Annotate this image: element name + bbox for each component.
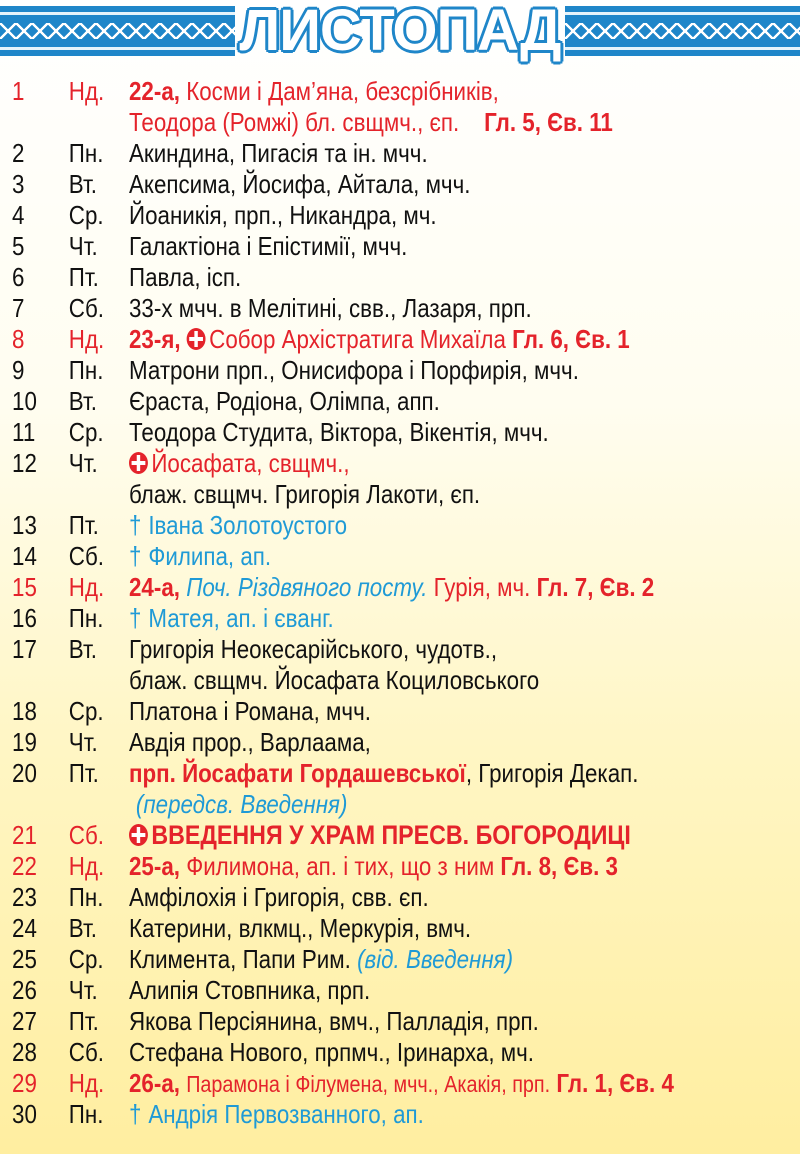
weekday: Сб. [68, 820, 104, 850]
day-number: 30 [12, 1099, 37, 1129]
saints-text: Григорія Неокесарійського, чудотв., [129, 634, 498, 664]
day-text [129, 1099, 424, 1130]
day-text [129, 758, 638, 789]
saints-text: 33-х мчч. в Мелітині, свв., Лазаря, прп. [129, 293, 532, 323]
saints-text: Йоаникія, прп., Никандра, мч. [129, 200, 437, 230]
calendar-row [0, 1037, 800, 1068]
calendar-row [0, 355, 800, 386]
weekday: Нд. [68, 572, 105, 602]
saints-text: Парамона і Філумена, мчч., Акакія, прп. [186, 1071, 551, 1097]
day-text [129, 448, 350, 479]
ornament-edge [565, 47, 800, 50]
day-number: 4 [12, 200, 25, 230]
day-number: 28 [12, 1037, 37, 1067]
day-text [129, 820, 631, 851]
weekday: Нд. [68, 76, 105, 106]
ornament-edge [0, 47, 235, 50]
saints-text-line2: Теодора (Ромжі) бл. свщмч., єп. [129, 107, 460, 137]
header-ornament-left [0, 6, 235, 56]
calendar-row [0, 882, 800, 913]
calendar-row [0, 541, 800, 572]
calendar-row [0, 262, 800, 293]
weekday: Чт. [68, 727, 98, 757]
sunday-label: 25-а, [129, 851, 180, 881]
calendar-row [0, 76, 800, 138]
weekday: Пн. [68, 1099, 104, 1129]
day-text [129, 541, 271, 572]
calendar-row [0, 200, 800, 231]
day-number: 22 [12, 851, 37, 881]
feast-text: ВВЕДЕННЯ У ХРАМ ПРЕСВ. БОГОРОДИЦІ [151, 820, 631, 850]
day-number: 18 [12, 696, 37, 726]
calendar-row [0, 727, 800, 758]
weekday: Пн. [68, 603, 104, 633]
day-number: 23 [12, 882, 37, 912]
day-number: 24 [12, 913, 37, 943]
ornament-zigzag [565, 23, 800, 39]
weekday: Чт. [68, 231, 98, 261]
day-number: 1 [12, 76, 25, 106]
sunday-label: 23-я, [129, 324, 181, 354]
calendar-row [0, 448, 800, 510]
sunday-label: 26-а, [129, 1068, 180, 1098]
gospel-tone: Гл. 1, Єв. 4 [556, 1068, 674, 1098]
saints-text: Амфілохія і Григорія, свв. єп. [129, 882, 429, 912]
saints-text: Матрони прп., Онисифора і Порфирія, мчч. [129, 355, 579, 385]
weekday: Пт. [68, 758, 99, 788]
saints-text: , Григорія Декап. [465, 758, 639, 788]
day-number: 11 [12, 417, 36, 447]
calendar-row [0, 696, 800, 727]
sunday-label: 24-а, [129, 572, 180, 602]
calendar-row [0, 851, 800, 882]
day-number: 14 [12, 541, 37, 571]
saints-text: Акепсима, Йосифа, Айтала, мчч. [129, 169, 471, 199]
day-number: 8 [12, 324, 25, 354]
day-number: 27 [12, 1006, 37, 1036]
saints-text: Якова Персіянина, вмч., Палладія, прп. [129, 1006, 539, 1036]
dagger-icon: † [129, 541, 142, 571]
weekday: Вт. [68, 913, 97, 943]
weekday: Нд. [68, 851, 105, 881]
weekday: Ср. [68, 944, 104, 974]
saints-text: Катерини, влкмц., Меркурія, вмч. [129, 913, 472, 943]
saints-text: Стефана Нового, прпмч., Іринарха, мч. [129, 1037, 535, 1067]
gospel-tone: Гл. 6, Єв. 1 [512, 324, 630, 354]
saints-text: Галактіона і Епістимії, мчч. [129, 231, 408, 261]
calendar-row [0, 603, 800, 634]
gospel-tone: Гл. 7, Єв. 2 [536, 572, 655, 602]
saints-text: Акиндина, Пигасія та ін. мчч. [129, 138, 428, 168]
calendar-row [0, 820, 800, 851]
day-number: 25 [12, 944, 37, 974]
saints-text: Гурія, мч. [433, 572, 531, 602]
calendar-row [0, 1068, 800, 1099]
saints-text: Івана Золотоустого [148, 510, 348, 540]
header-ornament-right [565, 6, 800, 56]
saints-text: Филимона, ап. і тих, що з ним [186, 851, 495, 881]
weekday: Сб. [68, 541, 104, 571]
calendar-row [0, 510, 800, 541]
dagger-icon: † [129, 1099, 142, 1129]
day-number: 17 [12, 634, 37, 664]
calendar-row [0, 293, 800, 324]
calendar-row [0, 913, 800, 944]
calendar-list [0, 76, 800, 1130]
saints-text: Алипія Стовпника, прп. [129, 975, 371, 1005]
saints-text: Єраста, Родіона, Олімпа, апп. [129, 386, 440, 416]
cross-in-circle-icon [129, 824, 148, 846]
day-text [129, 851, 618, 882]
calendar-row [0, 324, 800, 355]
saints-text: Авдія прор., Варлаама, [129, 727, 371, 757]
saints-text: Павла, ісп. [129, 262, 242, 292]
weekday: Ср. [68, 200, 104, 230]
day-number: 6 [12, 262, 25, 292]
weekday: Пн. [68, 138, 104, 168]
day-number: 29 [12, 1068, 37, 1098]
ornament-edge [565, 12, 800, 15]
weekday: Чт. [68, 975, 98, 1005]
dagger-icon: † [129, 603, 142, 633]
calendar-row [0, 944, 800, 975]
calendar-row [0, 417, 800, 448]
day-number: 21 [12, 820, 37, 850]
calendar-row [0, 231, 800, 262]
day-number: 15 [12, 572, 37, 602]
calendar-row [0, 975, 800, 1006]
weekday: Сб. [68, 1037, 104, 1067]
ornament-edge [0, 12, 235, 15]
day-text [129, 603, 334, 634]
sunday-label: 22-а, [129, 76, 180, 106]
calendar-row [0, 634, 800, 696]
feast-text: Собор Архістратига Михаїла [209, 324, 506, 354]
day-text [129, 324, 630, 355]
day-number: 7 [12, 293, 25, 323]
weekday: Сб. [68, 293, 104, 323]
calendar-row [0, 572, 800, 603]
weekday: Пт. [68, 262, 99, 292]
day-text [129, 510, 347, 541]
day-number: 20 [12, 758, 37, 788]
weekday: Нд. [68, 1068, 105, 1098]
weekday: Вт. [68, 634, 97, 664]
saints-text: Андрія Первозванного, ап. [148, 1099, 424, 1129]
saints-text: Теодора Студита, Віктора, Вікентія, мчч. [129, 417, 549, 447]
saints-text: Матея, ап. і єванг. [148, 603, 334, 633]
day-text [129, 76, 499, 107]
calendar-row [0, 1006, 800, 1037]
day-number: 2 [12, 138, 25, 168]
day-number: 12 [12, 448, 37, 478]
fast-note: Поч. Різдвяного посту. [186, 572, 428, 602]
day-text-line2 [129, 107, 613, 138]
saints-text-line2: блаж. свщмч. Григорія Лакоти, єп. [129, 479, 481, 509]
day-number: 16 [12, 603, 37, 633]
prefeast-note: (передсв. Введення) [135, 789, 348, 819]
afterfeast-note: (від. Введення) [357, 944, 514, 974]
day-number: 9 [12, 355, 25, 385]
calendar-row [0, 138, 800, 169]
weekday: Вт. [68, 169, 97, 199]
calendar-row [0, 386, 800, 417]
day-number: 3 [12, 169, 25, 199]
saints-text: Климента, Папи Рим. [129, 944, 351, 974]
ornament-zigzag [0, 23, 235, 39]
header [0, 0, 800, 62]
day-text [129, 572, 654, 603]
day-number: 19 [12, 727, 37, 757]
saints-text: Платона і Романа, мчч. [129, 696, 371, 726]
day-number: 26 [12, 975, 37, 1005]
weekday: Пн. [68, 355, 104, 385]
calendar-row [0, 169, 800, 200]
saints-text: Филипа, ап. [148, 541, 272, 571]
gospel-tone: Гл. 8, Єв. 3 [500, 851, 618, 881]
calendar-row [0, 1099, 800, 1130]
day-text [129, 1068, 674, 1100]
weekday: Ср. [68, 417, 104, 447]
weekday: Вт. [68, 386, 97, 416]
feast-text: Йосафата, свщмч., [151, 448, 350, 478]
cross-in-circle-icon [129, 452, 148, 474]
gospel-tone: Гл. 5, Єв. 11 [484, 107, 613, 137]
weekday: Пт. [68, 510, 99, 540]
day-number: 5 [12, 231, 25, 261]
day-number: 13 [12, 510, 37, 540]
weekday: Пт. [68, 1006, 99, 1036]
dagger-icon: † [129, 510, 142, 540]
weekday: Нд. [68, 324, 105, 354]
page-title: ЛИСТОПАД [239, 0, 561, 63]
saints-text: Косми і Дам’яна, безсрібників, [186, 76, 499, 106]
calendar-row [0, 758, 800, 820]
weekday: Пн. [68, 882, 104, 912]
day-text [129, 944, 513, 975]
saints-text-line2: блаж. свщмч. Йосафата Коциловського [129, 665, 540, 695]
cross-in-circle-icon [187, 328, 206, 350]
weekday: Чт. [68, 448, 98, 478]
weekday: Ср. [68, 696, 104, 726]
day-number: 10 [12, 386, 37, 416]
saint-highlight: прп. Йосафати Гордашевської [129, 758, 466, 788]
